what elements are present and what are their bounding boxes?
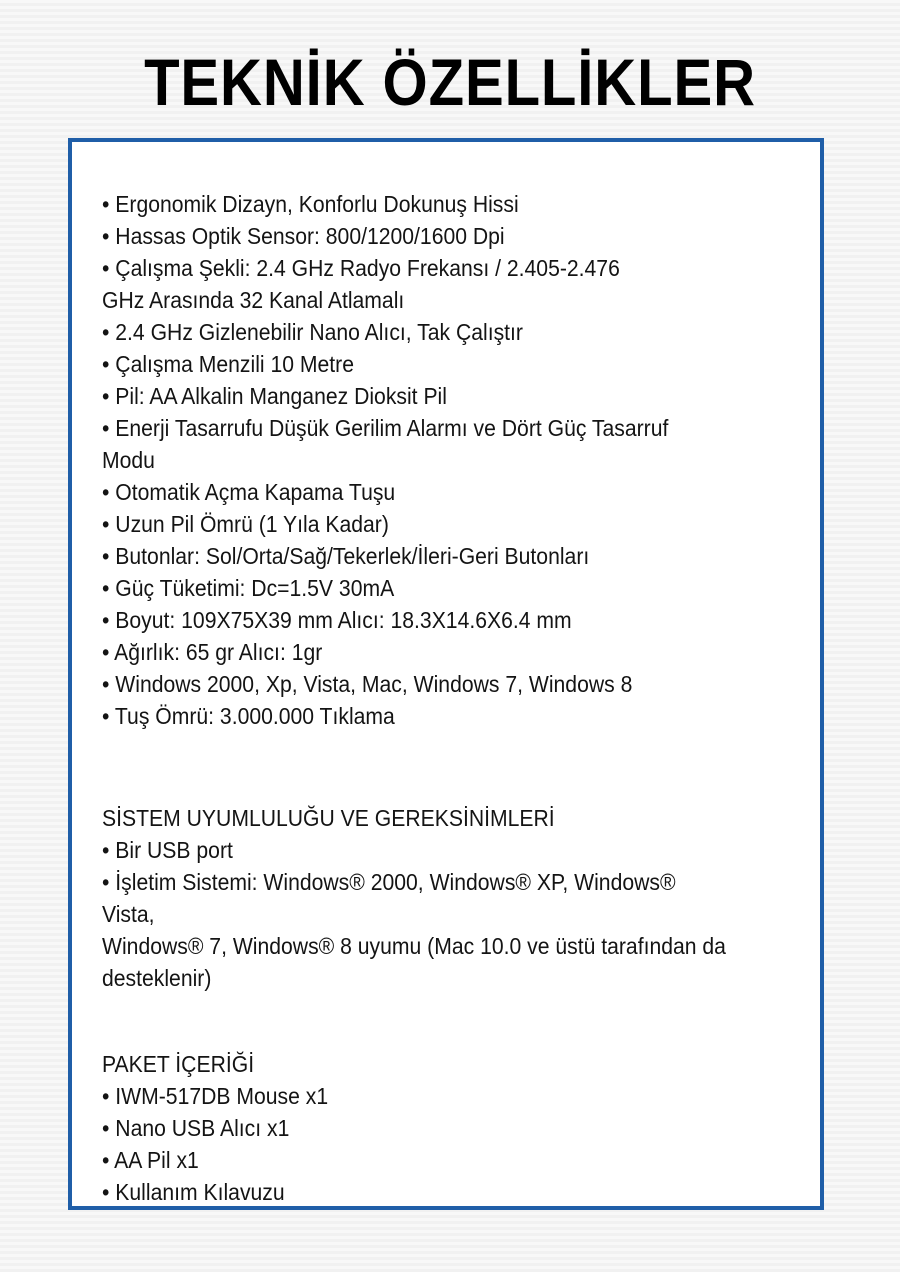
spec-list <box>102 188 728 732</box>
spec-line: GHz Arasında 32 Kanal Atlamalı <box>102 287 405 313</box>
compatibility-line: • İşletim Sistemi: Windows® 2000, Windows® XP, Windows® Vista, <box>102 869 676 927</box>
spec-line: • Ergonomik Dizayn, Konforlu Dokunuş Hissi <box>102 191 519 217</box>
spec-line: • Güç Tüketimi: Dc=1.5V 30mA <box>102 575 395 601</box>
spec-line: • Ağırlık: 65 gr Alıcı: 1gr <box>102 639 323 665</box>
package-line: • Nano USB Alıcı x1 <box>102 1115 290 1141</box>
package-heading: PAKET İÇERİĞİ <box>102 1051 255 1077</box>
spec-line: • 2.4 GHz Gizlenebilir Nano Alıcı, Tak Çalıştır <box>102 319 523 345</box>
spec-line: • Hassas Optik Sensor: 800/1200/1600 Dpi <box>102 223 505 249</box>
spec-line: • Tuş Ömrü: 3.000.000 Tıklama <box>102 703 395 729</box>
compatibility-section <box>102 802 728 994</box>
spec-line: • Uzun Pil Ömrü (1 Yıla Kadar) <box>102 511 389 537</box>
spec-line: • Pil: AA Alkalin Manganez Dioksit Pil <box>102 383 447 409</box>
package-list <box>102 1080 728 1208</box>
compatibility-line: • Bir USB port <box>102 837 233 863</box>
spec-line: • Otomatik Açma Kapama Tuşu <box>102 479 396 505</box>
spec-line: • Windows 2000, Xp, Vista, Mac, Windows 7, Windows 8 <box>102 671 633 697</box>
spec-content <box>102 188 728 1208</box>
spec-line: • Butonlar: Sol/Orta/Sağ/Tekerlek/İleri-Geri Butonları <box>102 543 590 569</box>
compatibility-list <box>102 834 728 994</box>
spec-line: • Çalışma Menzili 10 Metre <box>102 351 355 377</box>
package-section <box>102 1048 728 1208</box>
package-line: • IWM-517DB Mouse x1 <box>102 1083 329 1109</box>
spec-line: • Çalışma Şekli: 2.4 GHz Radyo Frekansı / 2.405-2.476 <box>102 255 620 281</box>
compatibility-line: Windows® 7, Windows® 8 uyumu (Mac 10.0 ve üstü tarafından da <box>102 933 726 959</box>
spec-line: Modu <box>102 447 155 473</box>
spec-line: • Enerji Tasarrufu Düşük Gerilim Alarmı ve Dört Güç Tasarruf <box>102 415 669 441</box>
compatibility-heading: SİSTEM UYUMLULUĞU VE GEREKSİNİMLERİ <box>102 805 555 831</box>
package-line: • AA Pil x1 <box>102 1147 199 1173</box>
spec-line: • Boyut: 109X75X39 mm Alıcı: 18.3X14.6X6.4 mm <box>102 607 572 633</box>
compatibility-line: desteklenir) <box>102 965 212 991</box>
package-line: • Kullanım Kılavuzu <box>102 1179 285 1205</box>
page-title: TEKNİK ÖZELLİKLER <box>144 45 756 119</box>
spec-box <box>68 138 824 1210</box>
